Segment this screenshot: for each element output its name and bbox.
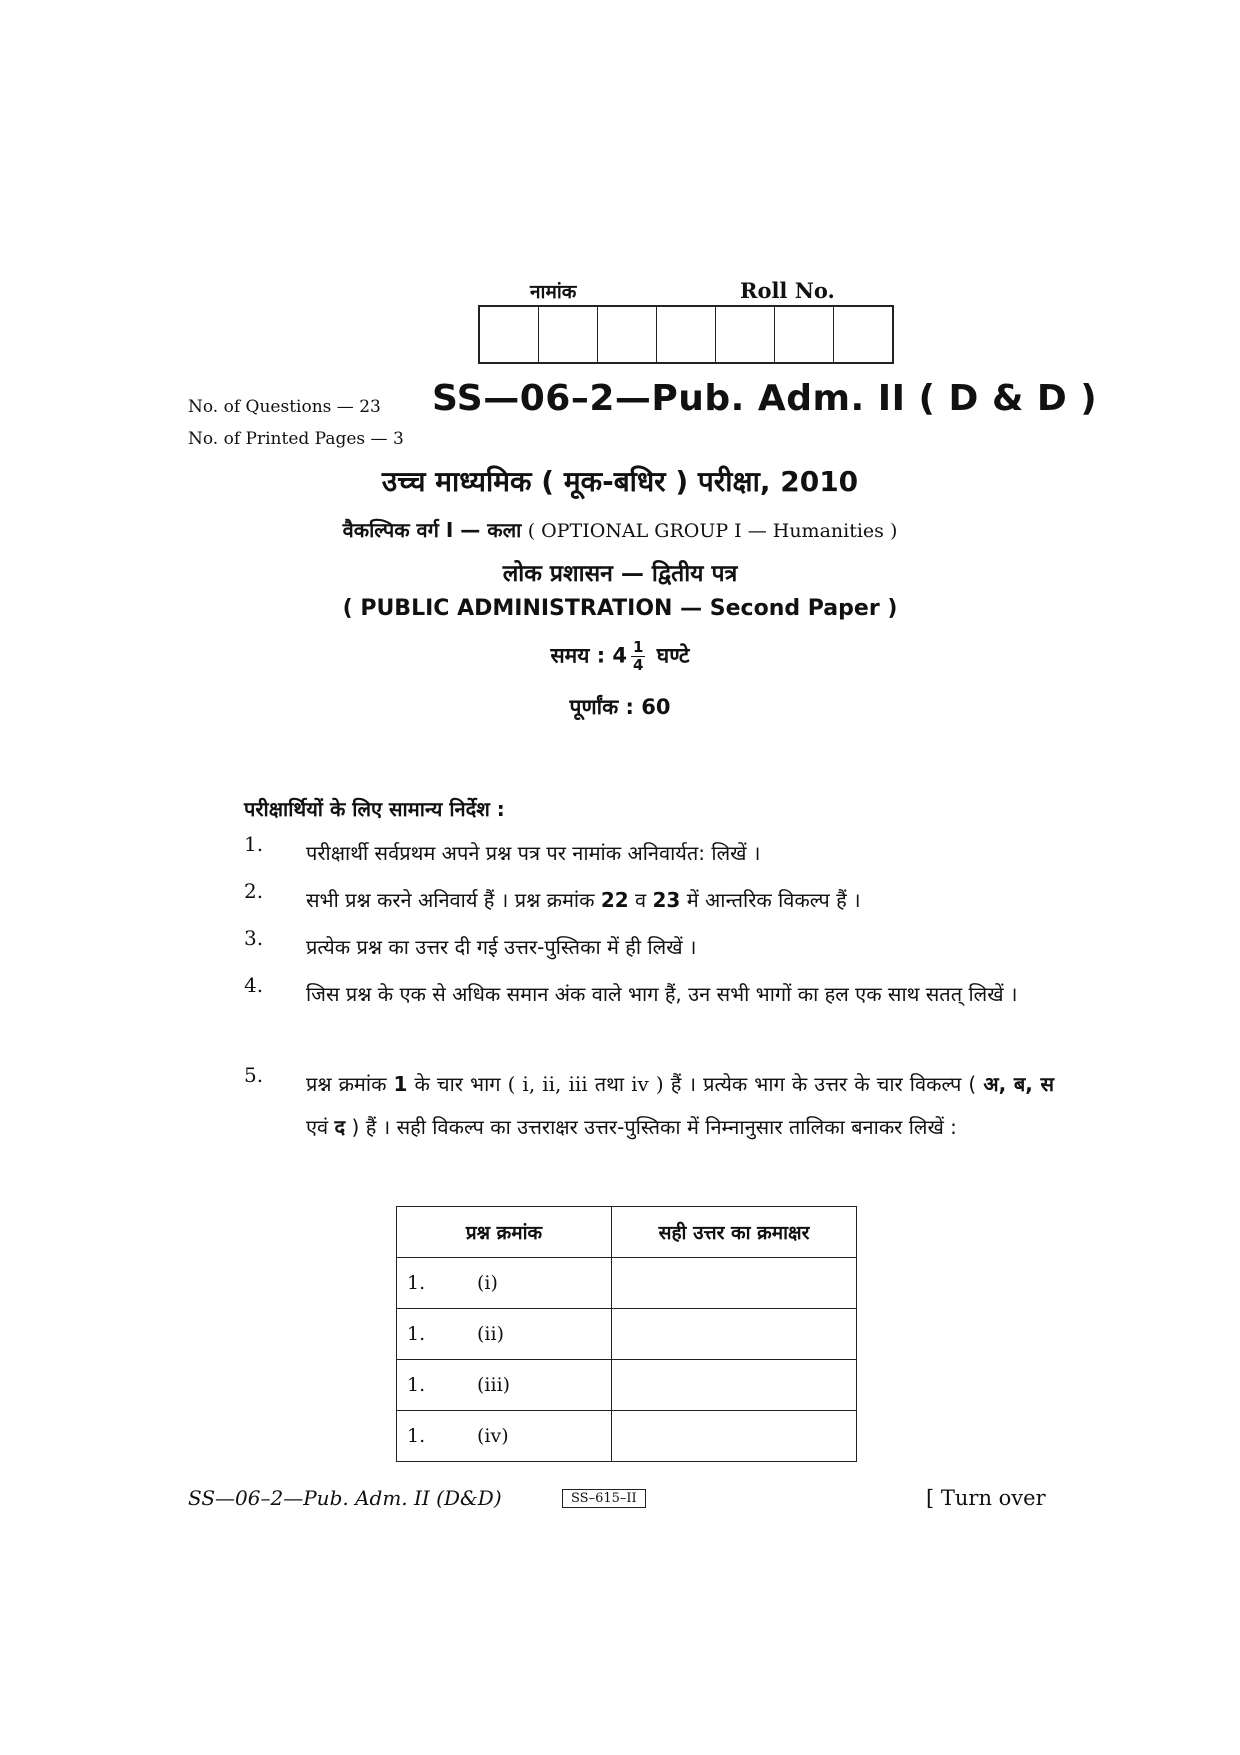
question-cell	[397, 1258, 612, 1309]
roll-digit-box	[834, 307, 892, 362]
question-part: (ii)	[477, 1323, 504, 1345]
roll-digit-box	[598, 307, 657, 362]
fraction-denominator: 4	[633, 656, 644, 674]
instruction-number: 1.	[244, 832, 264, 856]
printed-pages-count: No. of Printed Pages — 3	[188, 429, 404, 449]
questions-count: No. of Questions — 23	[188, 397, 381, 417]
question-number: 1.	[407, 1323, 426, 1345]
instruction-number: 4.	[244, 973, 264, 997]
question-cell	[397, 1411, 612, 1462]
time-fraction	[631, 640, 645, 673]
turn-over-note: [ Turn over	[926, 1486, 1046, 1510]
time-label: समय : 4	[550, 643, 628, 668]
answer-cell	[612, 1360, 857, 1411]
text-part: ) हैं । सही विकल्प का उत्तराक्षर उत्तर-पुस्तिका में निम्नानुसार तालिका बनाकर लिखें :	[351, 1115, 957, 1139]
column-header: प्रश्न क्रमांक	[397, 1207, 612, 1258]
answer-cell	[612, 1411, 857, 1462]
instruction-item	[244, 973, 1054, 1016]
text-part: एवं	[306, 1115, 329, 1139]
fraction-numerator: 1	[633, 638, 644, 656]
question-number: 1.	[407, 1272, 426, 1294]
answer-cell	[612, 1309, 857, 1360]
paper-code: SS—06–2—Pub. Adm. II ( D & D )	[432, 378, 1098, 419]
question-cell	[397, 1360, 612, 1411]
footer-paper-code: SS—06–2—Pub. Adm. II (D&D)	[188, 1486, 502, 1510]
instruction-item	[244, 832, 1054, 875]
instruction-text: जिस प्रश्न के एक से अधिक समान अंक वाले भाग हैं, उन सभी भागों का हल एक साथ सतत् लिखें ।	[306, 982, 1018, 1006]
text-part: तथा	[594, 1072, 625, 1096]
instruction-number: 3.	[244, 926, 264, 950]
group-english: ( OPTIONAL GROUP I — Humanities )	[527, 520, 898, 542]
table-header-row	[397, 1207, 857, 1258]
instruction-text: प्रत्येक प्रश्न का उत्तर दी गई उत्तर-पुस्तिका में ही लिखें ।	[306, 935, 697, 959]
question-number: 1.	[407, 1374, 426, 1396]
instruction-item	[244, 1063, 1054, 1149]
question-number: 1.	[407, 1425, 426, 1447]
text-part: व	[635, 888, 647, 912]
question-number: 23	[652, 888, 681, 912]
instruction-text	[306, 1063, 1054, 1149]
table-row	[397, 1360, 857, 1411]
exam-title: उच्च माध्यमिक ( मूक-बधिर ) परीक्षा, 2010	[381, 465, 859, 498]
group-hindi: वैकल्पिक वर्ग I — कला	[342, 518, 522, 542]
time-allowed	[0, 640, 1240, 673]
question-number: 1	[393, 1072, 408, 1096]
instruction-number: 5.	[244, 1063, 264, 1087]
table-row	[397, 1258, 857, 1309]
subject-hindi: लोक प्रशासन — द्वितीय पत्र	[502, 561, 738, 587]
instructions-title: परीक्षार्थियों के लिए सामान्य निर्देश :	[244, 797, 505, 821]
time-unit: घण्टे	[656, 643, 690, 668]
part-list: iv )	[631, 1072, 664, 1096]
instruction-text	[306, 879, 1054, 922]
roll-digit-box	[539, 307, 598, 362]
question-part: (iii)	[477, 1374, 511, 1396]
roll-digit-box	[775, 307, 834, 362]
column-header: सही उत्तर का क्रमाक्षर	[612, 1207, 857, 1258]
part-list: ( i, ii, iii	[507, 1072, 588, 1096]
table-row	[397, 1411, 857, 1462]
text-part: में आन्तरिक विकल्प हैं ।	[686, 888, 861, 912]
question-part: (i)	[477, 1272, 498, 1294]
instruction-text: परीक्षार्थी सर्वप्रथम अपने प्रश्न पत्र पर नामांक अनिवार्यत: लिखें ।	[306, 841, 761, 865]
roll-digit-box	[716, 307, 775, 362]
footer-serial-code: SS–615–II	[562, 1489, 646, 1508]
question-part: (iv)	[477, 1425, 509, 1447]
answer-format-table	[396, 1206, 857, 1462]
roll-number-label: Roll No.	[740, 278, 835, 303]
text-part: हैं । प्रत्येक भाग के उत्तर के चार विकल्प (	[670, 1072, 977, 1096]
question-number: 22	[600, 888, 629, 912]
answer-cell	[612, 1258, 857, 1309]
question-cell	[397, 1309, 612, 1360]
text-part: सभी प्रश्न करने अनिवार्य हैं । प्रश्न क्रमांक	[306, 888, 595, 912]
roll-digit-box	[480, 307, 539, 362]
roll-digit-box	[657, 307, 716, 362]
option-letters: अ, ब, स	[983, 1072, 1055, 1096]
roll-number-label-hindi: नामांक	[530, 281, 577, 303]
maximum-marks: पूर्णांक : 60	[569, 695, 671, 719]
table-row	[397, 1309, 857, 1360]
text-part: प्रश्न क्रमांक	[306, 1072, 387, 1096]
subject-english: ( PUBLIC ADMINISTRATION — Second Paper )	[342, 596, 898, 621]
optional-group	[0, 516, 1240, 543]
text-part: के चार भाग	[414, 1072, 501, 1096]
instruction-item	[244, 879, 1054, 922]
instruction-item	[244, 926, 1054, 969]
instruction-number: 2.	[244, 879, 264, 903]
option-letters: द	[334, 1115, 346, 1139]
roll-number-boxes	[478, 305, 894, 364]
